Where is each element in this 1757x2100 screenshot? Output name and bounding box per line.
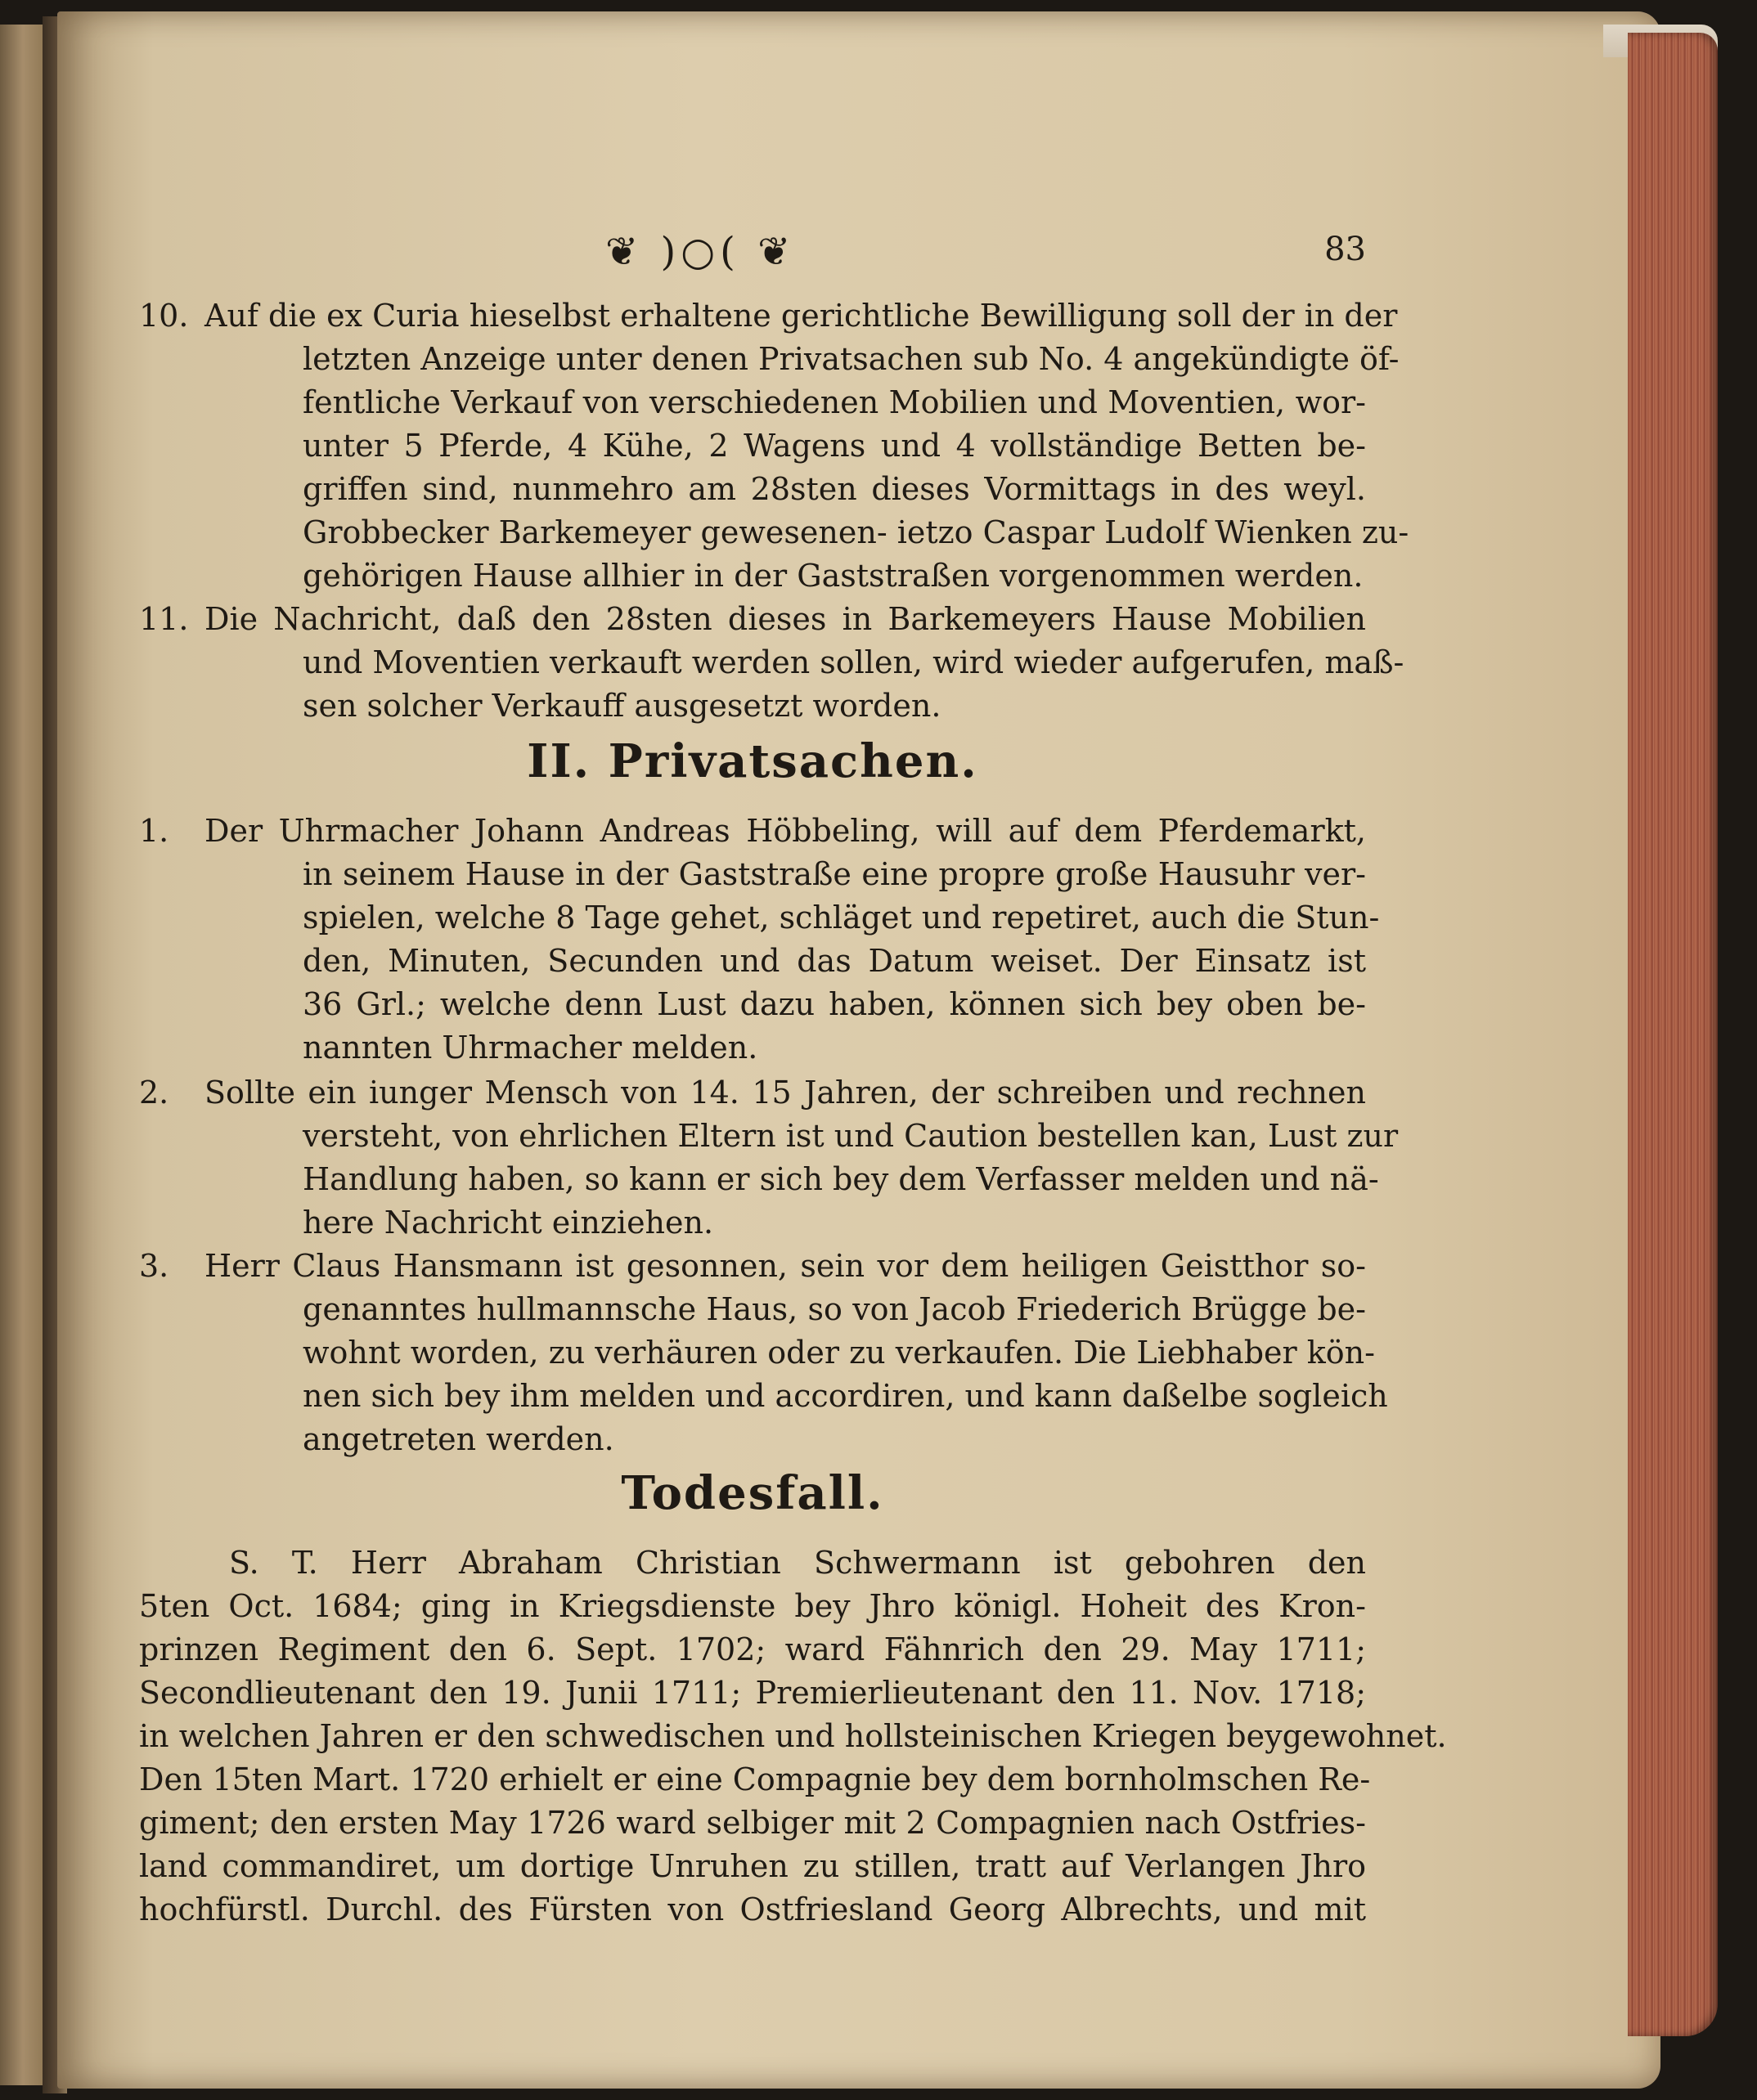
page-stack-edge — [1628, 33, 1718, 2036]
entry-number: 2. — [139, 1075, 169, 1111]
entry-line: Die Nachricht, daß den 28sten dieses in Barkemeyers Hause Mobilien — [204, 601, 1366, 637]
obituary-line: S. T. Herr Abraham Christian Schwermann ist gebohren den — [229, 1545, 1366, 1581]
obituary-line: land commandiret, um dortige Unruhen zu stillen, tratt auf Verlangen Jhro — [139, 1848, 1366, 1884]
section-heading-privatsachen: II. Privatsachen. — [527, 734, 978, 788]
entry-line: genanntes hullmannsche Haus, so von Jacob Friederich Brügge be- — [303, 1291, 1366, 1327]
obituary-text — [139, 1541, 1447, 1932]
entry-line: Grobbecker Barkemeyer gewesenen- ietzo Caspar Ludolf Wienken zu- — [303, 514, 1409, 550]
entry-line: den, Minuten, Secunden und das Datum weiset. Der Einsatz ist — [303, 943, 1366, 979]
entry-line: fentliche Verkauf von verschiedenen Mobilien und Moventien, wor- — [303, 384, 1366, 420]
entry-line: Handlung haben, so kann er sich bey dem Verfasser melden und nä- — [303, 1161, 1379, 1197]
entry-line: Herr Claus Hansmann ist gesonnen, sein vor dem heiligen Geistthor so- — [204, 1248, 1366, 1284]
entry-line: und Moventien verkauft werden sollen, wird wieder aufgerufen, maß- — [303, 644, 1404, 680]
entry-line: Auf die ex Curia hieselbst erhaltene gerichtliche Bewilligung soll der in der — [204, 298, 1398, 334]
page-header — [139, 229, 1366, 278]
privat-entry-3 — [139, 1245, 1388, 1461]
entry-line: letzten Anzeige unter denen Privatsachen sub No. 4 angekündigte öf- — [303, 341, 1400, 377]
entry-line: versteht, von ehrlichen Eltern ist und Caution bestellen kan, Lust zur — [303, 1118, 1399, 1154]
entry-line: griffen sind, nunmehro am 28sten dieses Vormittags in des weyl. — [303, 471, 1366, 507]
obituary-line: giment; den ersten May 1726 ward selbiger mit 2 Compagnien nach Ostfries- — [139, 1805, 1366, 1841]
entry-line: here Nachricht einziehen. — [303, 1205, 714, 1241]
entry-line: Sollte ein iunger Mensch von 14. 15 Jahren, der schreiben und rechnen — [204, 1075, 1366, 1111]
entry-line: gehörigen Hause allhier in der Gaststraßen vorgenommen werden. — [303, 558, 1364, 594]
obituary-line: prinzen Regiment den 6. Sept. 1702; ward Fähnrich den 29. May 1711; — [139, 1631, 1366, 1667]
entry-line: in seinem Hause in der Gaststraße eine propre große Hausuhr ver- — [303, 856, 1366, 892]
entry-number: 11. — [139, 601, 189, 637]
obituary-line: in welchen Jahren er den schwedischen und hollsteinischen Kriegen beygewohnet. — [139, 1718, 1447, 1754]
section-heading-todesfall: Todesfall. — [621, 1466, 884, 1520]
privat-entry-1 — [139, 810, 1380, 1070]
entry-line: 36 Grl.; welche denn Lust dazu haben, können sich bey oben be- — [303, 986, 1366, 1022]
entry-number: 3. — [139, 1248, 169, 1284]
obituary-line: 5ten Oct. 1684; ging in Kriegsdienste bey Jhro königl. Hoheit des Kron- — [139, 1588, 1366, 1624]
entry-line: Der Uhrmacher Johann Andreas Höbbeling, will auf dem Pferdemarkt, — [204, 813, 1366, 849]
notice-entry-11 — [139, 598, 1404, 728]
entry-line: nannten Uhrmacher melden. — [303, 1030, 758, 1066]
entry-number: 10. — [139, 298, 189, 334]
obituary-line: Den 15ten Mart. 1720 erhielt er eine Compagnie bey dem bornholmschen Re- — [139, 1761, 1371, 1797]
page-number: 83 — [1324, 231, 1366, 268]
obituary-line: hochfürstl. Durchl. des Fürsten von Ostfriesland Georg Albrechts, und mit — [139, 1891, 1366, 1927]
entry-line: spielen, welche 8 Tage gehet, schläget und repetiret, auch die Stun- — [303, 900, 1380, 936]
entry-number: 1. — [139, 813, 169, 849]
entry-line: nen sich bey ihm melden und accordiren, und kann daßelbe sogleich — [303, 1378, 1388, 1414]
obituary-line: Secondlieutenant den 19. Junii 1711; Premierlieutenant den 11. Nov. 1718; — [139, 1675, 1366, 1711]
privat-entry-2 — [139, 1071, 1399, 1245]
entry-line: angetreten werden. — [303, 1421, 614, 1457]
entry-line: sen solcher Verkauff ausgesetzt worden. — [303, 688, 941, 724]
notice-entry-10 — [139, 294, 1409, 598]
entry-line: wohnt worden, zu verhäuren oder zu verkaufen. Die Liebhaber kön- — [303, 1335, 1375, 1371]
header-ornament: ❦ )○( ❦ — [605, 229, 796, 275]
entry-line: unter 5 Pferde, 4 Kühe, 2 Wagens und 4 vollständige Betten be- — [303, 428, 1366, 464]
